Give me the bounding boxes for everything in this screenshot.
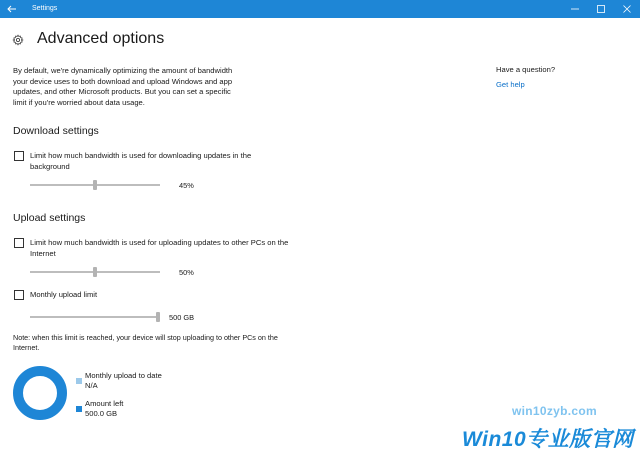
description-line: limit if you're worried about data usage.	[13, 97, 145, 107]
page-title: Advanced options	[37, 30, 165, 47]
monthly-upload-limit-label: Monthly upload limit	[30, 290, 98, 299]
close-icon	[623, 5, 631, 13]
upload-to-date-value: N/A	[85, 381, 98, 390]
upload-limit-note	[13, 333, 303, 353]
amount-left-swatch	[76, 406, 82, 412]
download-limit-label	[30, 151, 251, 172]
slider-thumb[interactable]	[93, 180, 97, 190]
title-bar	[0, 0, 640, 18]
slider-track	[30, 316, 160, 318]
checkbox-label-line: Limit how much bandwidth is used for uploading updates to other PCs on the	[30, 238, 289, 247]
donut-amount-left-arc	[18, 371, 62, 415]
download-bandwidth-slider[interactable]	[30, 180, 160, 190]
monthly-upload-value: 500 GB	[169, 313, 195, 322]
monthly-upload-slider[interactable]	[30, 312, 160, 322]
amount-left-label: Amount left	[85, 399, 124, 408]
amount-left-legend	[85, 399, 123, 419]
maximize-button[interactable]	[588, 0, 614, 18]
upload-to-date-swatch	[76, 378, 82, 384]
slider-thumb[interactable]	[156, 312, 160, 322]
upload-bandwidth-slider[interactable]	[30, 267, 160, 277]
upload-settings-heading: Upload settings	[13, 212, 86, 224]
note-line: Note: when this limit is reached, your device will stop uploading to other PCs on the	[13, 333, 278, 342]
upload-usage-donut	[12, 365, 68, 421]
get-help-link[interactable]: Get help	[496, 80, 525, 89]
description	[13, 66, 283, 108]
back-button[interactable]	[0, 0, 24, 18]
checkbox-label-line: background	[30, 161, 70, 171]
close-button[interactable]	[614, 0, 640, 18]
download-limit-checkbox[interactable]	[14, 151, 24, 161]
checkbox-label-line: Internet	[30, 248, 56, 258]
upload-limit-checkbox[interactable]	[14, 238, 24, 248]
help-question: Have a question?	[496, 65, 556, 74]
maximize-icon	[597, 5, 605, 13]
upload-bandwidth-value: 50%	[179, 268, 194, 277]
upload-to-date-label: Monthly upload to date	[85, 371, 162, 380]
amount-left-value: 500.0 GB	[85, 409, 118, 418]
download-settings-heading: Download settings	[13, 125, 99, 137]
gear-icon	[12, 34, 24, 46]
upload-limit-label	[30, 238, 288, 259]
window-title: Settings	[32, 5, 58, 12]
monthly-upload-limit-checkbox[interactable]	[14, 290, 24, 300]
download-bandwidth-value: 45%	[179, 181, 194, 190]
checkbox-label-line: Limit how much bandwidth is used for downloading updates in the	[30, 151, 252, 160]
minimize-icon	[571, 5, 579, 13]
description-line: updates, and other Microsoft products. But you can set a specific	[13, 87, 231, 97]
note-line: Internet.	[13, 343, 40, 352]
description-line: By default, we're dynamically optimizing the amount of bandwidth	[13, 66, 233, 75]
description-line: your device uses to both download and upload Windows and app	[13, 76, 233, 86]
watermark-brand: Win10专业版官网	[462, 428, 634, 451]
upload-to-date-legend	[85, 371, 162, 391]
back-arrow-icon	[7, 5, 17, 13]
watermark-site: win10zyb.com	[512, 404, 597, 418]
slider-thumb[interactable]	[93, 267, 97, 277]
minimize-button[interactable]	[562, 0, 588, 18]
